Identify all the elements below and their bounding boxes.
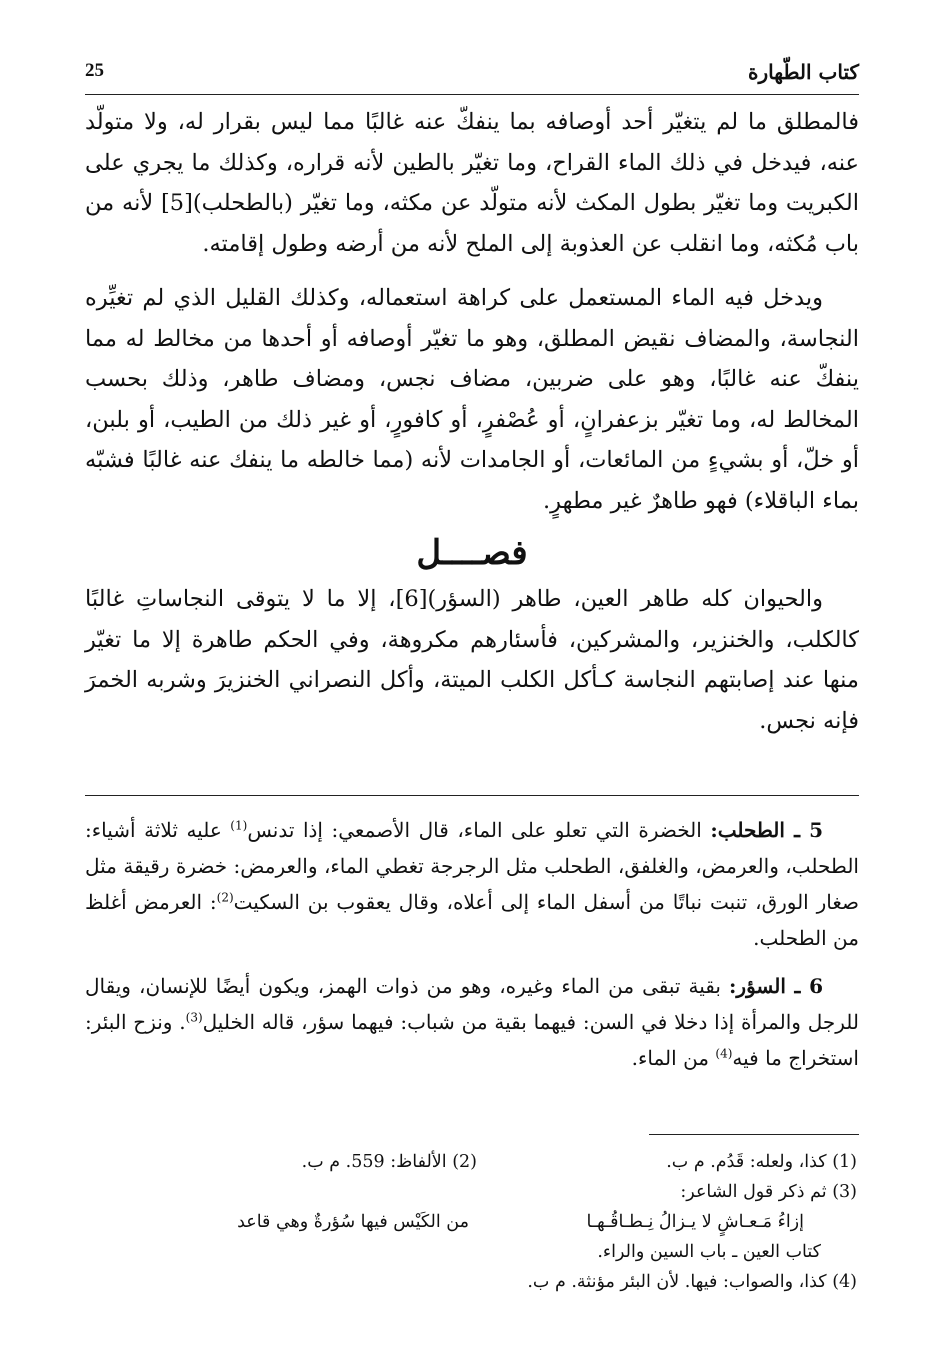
note-6-text-c: من الماء.: [631, 1046, 716, 1070]
footnote-ref-3: (3): [185, 1010, 203, 1025]
note-5-text-a: الخضرة التي تعلو على الماء، قال الأصمعي: إذا تدنس: [247, 818, 711, 842]
note-5-text-b: عليه ثلاثة أشياء: الطحلب، والعرمض، والغلفق، الطحلب مثل الرجرجة تغطي الماء، والعرمض: خضرة رقيقة مثل صغار الورق، تنبت نباتًا من أسفل الماء إلى أعلاه، وقال يعقوب بن السكيت: [85, 818, 859, 914]
paragraph-mudaf: ويدخل فيه الماء المستعمل على كراهة استعماله، وكذلك القليل الذي لم تغيِّره النجاسة، والمضاف نقيض المطلق، وهو ما تغيّر أوصافه أو أحدها من مخالط له مما ينفكّ عنه غالبًا، وهو على ضربين، مضاف نجس، ومضاف طاهر، وذلك بحسب المخالط له، وما تغيّر بزعفرانٍ، أو عُصْفرٍ، أو كافورٍ، أو غير ذلك من الطيب، أو بلبن، أو خلّ، أو بشيءٍ من المائعات، أو الجامدات لأنه (مما خالطه ما ينفك عنه غالبًا فشبّه بماء الباقلاء) فهو طاهرٌ غير مطهرٍ.: [85, 285, 859, 514]
footnotes-divider: [649, 1134, 859, 1135]
footnote-2: (2) الألفاظ: 559. م ب.: [301, 1152, 477, 1172]
note-6: [85, 968, 859, 1076]
page-header: [85, 58, 859, 95]
footnote-4: (4) كذا، والصواب: فيها. لأن البئر مؤنثة. م ب.: [527, 1272, 857, 1292]
main-text: [85, 102, 859, 741]
footnote-1: (1) كذا، ولعله: قَدُم. م ب.: [666, 1152, 857, 1172]
glossary-notes: [85, 812, 859, 1076]
page-number: 25: [85, 60, 104, 81]
running-title: كتاب الطّهارة: [748, 60, 859, 84]
section-title: فصــــل: [416, 533, 528, 573]
paragraph-mutlaq: فالمطلق ما لم يتغيّر أحد أوصافه بما ينفكّ عنه غالبًا مما ليس بقرار له، ولا متولّد عنه، فيدخل في ذلك الماء القراح، وما تغيّر بالطين لأنه قراره، وكذلك ما يجري على الكبريت وما تغيّر بطول المكث لأنه متولّد عن مكثه، وما تغيّر (بالطحلب)[5] لأنه من باب مُكثه، وما انقلب عن العذوبة إلى الملح لأنه من أرضه وطول إقامته.: [85, 109, 859, 257]
notes-divider: [85, 795, 859, 796]
footnote-ref-4: (4): [715, 1046, 733, 1061]
note-6-text-a: بقية تبقى من الماء وغيره، وهو من ذوات الهمز، ويكون أيضًا للإنسان، ويقال للرجل والمرأة إذا دخلا في السن: فيهما بقية من شباب: فيهما سؤر، قاله الخليل: [85, 974, 859, 1034]
note-5: [85, 812, 859, 956]
note-5-text-c: : العرمض أغلظ من الطحلب.: [85, 890, 859, 950]
verse-source: كتاب العين ـ باب السين والراء.: [597, 1242, 821, 1262]
footnote-ref-1: (1): [230, 818, 248, 833]
footnote-ref-2: (2): [216, 890, 234, 905]
footnote-3: (3) ثم ذكر قول الشاعر:: [680, 1182, 857, 1202]
paragraph-animals: والحيوان كله طاهر العين، طاهر (السؤر)[6]، إلا ما لا يتوقى النجاساتِ غالبًا كالكلب، والخنزير، والمشركين، فأسئارهم مكروهة، وفي الحكم طاهرة إلا ما تغيّر منها عند إصابتهم النجاسة كـأكل الكلب الميتة، وأكل النصراني الخنزيرَ وشربه الخمرَ فإنه نجس.: [85, 586, 859, 734]
verse-second-hemistich: من الكَيْس فيها سُؤرةٌ وهي قاعد: [237, 1212, 469, 1232]
note-6-label: 6 ـ السؤر:: [729, 974, 823, 998]
verse-first-hemistich: إزاءُ مَـعـاشٍ لا يـزالُ نِـطـاقُـهـا: [586, 1212, 804, 1232]
note-6-text-b: . ونزح البئر: استخراج ما فيه: [85, 1010, 859, 1070]
note-5-label: 5 ـ الطحلب:: [710, 818, 823, 842]
